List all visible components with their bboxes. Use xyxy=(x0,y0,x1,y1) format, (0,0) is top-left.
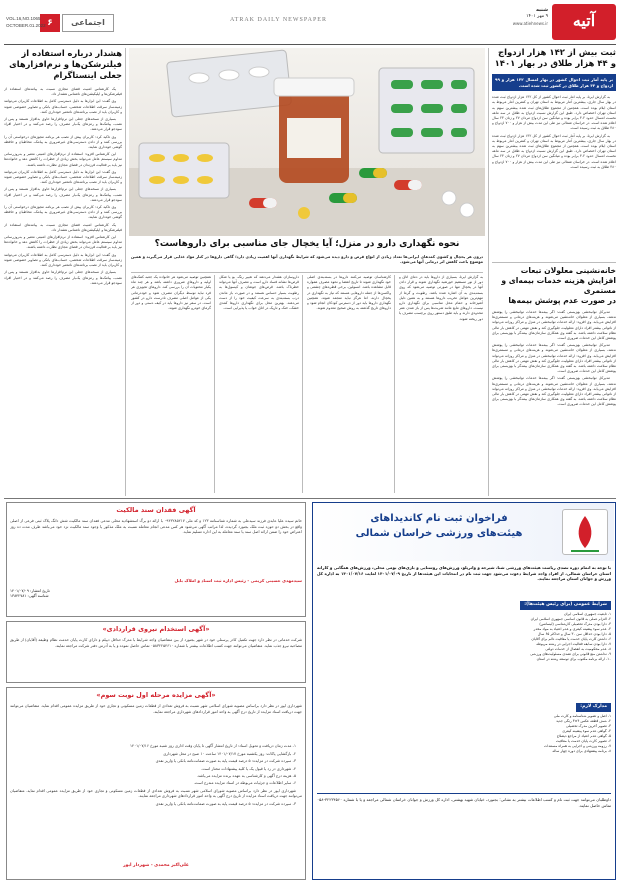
federation-section-a xyxy=(317,601,611,701)
newspaper-subtitle: ATRAK DAILY NEWSPAPER xyxy=(230,17,327,23)
ad-employment-title: «آگهی استخدام نیروی قراردادی» xyxy=(102,625,210,633)
center-col-2: کارشناسان توصیه می‌کنند داروها در بسته‌بندی اصلی خود نگهداری شوند تا تاریخ انقضا و نحوه مصرف همواره قابل مشاهده باشد. انسولین، برخی قطره‌های چشمی و واکسن‌ها از جمله داروهایی هستند که نیاز به نگهداری در یخچال دارند، اما هرگز نباید منجمد شوند. همچنین نگهداری داروها باید دور از دسترس کودکان انجام شود و داروهای تاریخ گذشته به روش صحیح معدوم شوند. xyxy=(307,275,391,311)
blister-pack-left xyxy=(139,143,229,198)
federation-section-a-title: شرایط عمومی (برای رئیس هیئت‌ها): xyxy=(520,601,611,610)
masthead-divider xyxy=(4,44,616,45)
federation-list-item: ۱- اصل و تصویر شناسنامه و کارت ملی xyxy=(553,713,611,718)
federation-header xyxy=(313,503,614,561)
federation-list-item: ۷- دارا بودن سابقه فعالیت اجرایی در رشته مربوطه xyxy=(536,641,611,646)
english-date: OCTOBER.01.2022 xyxy=(6,23,46,28)
federation-list-item: ۱- تابعیت جمهوری اسلامی ایران xyxy=(563,611,611,616)
ad-lost-deed-sign: سیدمهدی حسینی کریمی - رئیس اداره ثبت اسناد و املاک بابل xyxy=(174,578,302,584)
right-article-1 xyxy=(492,48,616,258)
masthead-site[interactable]: www.atiehnews.ir xyxy=(512,21,548,26)
section-label: اجتماعی xyxy=(71,18,105,27)
center-col-divider xyxy=(214,275,215,493)
left-column-divider xyxy=(125,48,126,496)
left-article xyxy=(4,48,122,493)
emblem-svg xyxy=(563,510,607,554)
right-article-1-lead: بر پایه آمار ثبت احوال کشور در بهار امسال ۱۴۲ هزار و ۹۹ ازدواج و ۴۴ هزار طلاق در کشور ثبت شده است. xyxy=(492,74,616,91)
federation-list-item: ۵- دارا بودن حداقل سن ۳۰ سال و حداکثر ۶۵ سال xyxy=(537,631,611,636)
right-article-2-title: خانه‌نشینی معلولان تبعات افزایش هزینه خدمات بیمه‌ای و مستمری در صورت عدم پوشش بیمه‌ها xyxy=(501,266,616,305)
center-col-1: به گزارش ایرنا، بسیاری از داروها باید در دمای اتاق و دور از نور مستقیم خورشید نگهداری شوند و قرار دادن آنها در یخچال تنها در صورتی توصیه می‌شود که روی بسته‌بندی به آن اشاره شده باشد. رطوبت و گرما از مهم‌ترین عوامل تخریب داروها هستند و به همین دلیل آشپزخانه و حمام محل مناسبی برای نگهداری دارو نیست. داروهای مایع مانند شربت‌ها پس از باز شدن عمر محدودی دارند و باید طبق دستور روی برچسب مصرف یا دور ریخته شوند. xyxy=(399,275,483,321)
center-col-divider xyxy=(394,275,395,493)
center-col-3: داروسازان هشدار می‌دهند که تغییر رنگ، بو یا شکل قرص‌ها نشانه فساد دارو است و مصرف آنها می‌تواند خطرناک باشد. قرص‌های جوشان و کپسول‌ها به رطوبت بسیار حساس هستند و در صورت باز ماندن درب بسته‌بندی به سرعت کیفیت خود را از دست می‌دهند. بهترین محل برای نگهداری داروها کمدی خشک، خنک و تاریک در اتاق خواب یا پذیرایی است. xyxy=(219,275,299,311)
masthead-date: ۹ مهر ۱۴۰۱ xyxy=(526,14,548,19)
blister-pack-right xyxy=(379,68,474,153)
federation-intro: با توجه به اتمام دوره تصدی ریاست هیئت‌های ورزشی شنا، شیرجه و واترپلو، ورزش‌های روستایی و بازی‌های بومی محلی، ورزش‌های همگانی و کاراته استان خراسان شمالی، از افراد واجد شرایط دعوت می‌شود جهت ثبت نام در انتخابات این هیئت‌ها از تاریخ ۱۴۰۱/۰۷/۰۹ لغایت ۱۴۰۱/۰۷/۱۶ به اداره کل ورزش و جوانان استان مراجعه نمایند. xyxy=(317,565,611,582)
masthead xyxy=(0,0,620,46)
pills-illustration xyxy=(129,48,485,236)
page-number: ۶ xyxy=(47,18,53,28)
ad-sports-federation xyxy=(312,502,616,880)
right-column-divider xyxy=(488,48,489,496)
ad-auction-intro: شهرداری ایور در نظر دارد براساس مصوبه شورای اسلامی شهر نسبت به فروش تعدادی از قطعات زمین مسکونی و تجاری خود از طریق مزایده عمومی اقدام نماید. متقاضیان می‌توانند جهت دریافت اسناد مزایده از تاریخ درج آگهی به واحد امور قراردادهای شهرداری مراجعه نمایند. xyxy=(10,703,302,714)
center-col-divider xyxy=(302,275,303,493)
federation-footer: داوطلبان می‌توانند جهت ثبت نام و کسب اطلاعات بیشتر به نشانی: بجنورد، خیابان شهید بهشتی، اداره کل ورزش و جوانان خراسان شمالی مراجعه و یا با شماره ۳۲۲۳۴۵۶۰-۰۵۸ تماس حاصل نمایند. xyxy=(317,793,611,873)
ad-auction-title: «آگهی مزایده مرحله اول نوبت سوم» xyxy=(96,691,216,699)
ads-top-divider xyxy=(4,498,616,499)
ad-auction-items: ۱- مدت زمان دریافت و تحویل اسناد: از تاریخ انتشار آگهی تا پایان وقت اداری روز شنبه مورخ ۱۴۰۱/۰۷/۱۶ ۲- بازگشایی پاکات: روز یکشنبه مورخ ۱۴۰۱/۰۷/۱۷ ساعت ۱۰ صبح در محل شهرداری ۳- سپرده شرکت در مزایده: ۵ درصد قیمت پایه به صورت ضمانت‌نامه بانکی یا واریز نقدی ۴- شهرداری در رد یا قبول یک یا کلیه پیشنهادات مختار است. ۵- هزینه درج آگهی و کارشناسی به عهده برنده مزایده می‌باشد. ۶- سایر اطلاعات و جزئیات مربوطه در اسناد مزایده مندرج است. شهرداری ایور در نظر دارد براساس مصوبه شورای اسلامی شهر نسبت به فروش تعدادی از قطعات زمین مسکونی و تجاری خود از طریق مزایده عمومی اقدام نماید. متقاضیان می‌توانند جهت دریافت اسناد مزایده از تاریخ درج آگهی به واحد امور قراردادهای شهرداری مراجعه نمایند. ۳- سپرده شرکت در مزایده: ۵ درصد قیمت پایه به صورت ضمانت‌نامه بانکی یا واریز نقدی xyxy=(10,743,302,806)
ad-lost-deed xyxy=(6,502,306,617)
federation-list-item: ۳- دارا بودن مدرک تحصیلی کارشناسی (لیسانس) xyxy=(539,621,611,626)
vol-number: VOL.16,NO.1065 xyxy=(6,16,41,21)
right-article-1-body: به گزارش ایرنا، بر پایه آمار ثبت احوال کشور از کل ۱۴۲ هزار ازدواج ثبت شده در بهار سال جاری، بیشترین آمار مربوط به استان تهران و کمترین آمار مربوط به استان ایلام بوده است. همچنین از مجموع طلاق‌های ثبت شده بیشترین سهم به استان تهران اختصاص دارد. طبق این گزارش نسبت ازدواج به طلاق در سه ماهه نخست امسال حدود ۳.۲ برابر بوده و میانگین سن ازدواج مردان ۲۷ و زنان ۲۳ سال اعلام شده است. در خراسان شمالی نیز طی این مدت بیش از هزار و ۷۰۰ ازدواج و ۴۸۰ طلاق به ثبت رسیده است. به گزارش ایرنا، بر پایه آمار ثبت احوال کشور از کل ۱۴۲ هزار ازدواج ثبت شده در بهار سال جاری، بیشترین آمار مربوط به استان تهران و کمترین آمار مربوط به استان ایلام بوده است. همچنین از مجموع طلاق‌های ثبت شده بیشترین سهم به استان تهران اختصاص دارد. طبق این گزارش نسبت ازدواج به طلاق در سه ماهه نخست امسال حدود ۳.۲ برابر بوده و میانگین سن ازدواج مردان ۲۷ و زنان ۲۳ سال اعلام شده است. در خراسان شمالی نیز طی این مدت بیش از هزار و ۷۰۰ ازدواج و ۴۸۰ طلاق به ثبت رسیده است. xyxy=(492,95,616,169)
ad-lost-deed-title: آگهی فقدان سند مالکیت xyxy=(116,506,196,514)
right-article-divider xyxy=(492,262,616,263)
federation-list-item: ۷- رزومه ورزشی و اجرایی به همراه مستندات xyxy=(544,743,611,748)
federation-list-item: ۳- تصویر آخرین مدرک تحصیلی xyxy=(566,723,611,728)
federation-list-item: ۴- عدم سوء پیشینه کیفری و عدم اعتیاد به مواد مخدر xyxy=(533,626,611,631)
federation-list-item: ۲- شش قطعه عکس ۴×۳ رنگی جدید xyxy=(556,718,611,723)
federation-list-item: ۴- گواهی عدم سوء پیشینه کیفری xyxy=(562,728,611,733)
ad-auction xyxy=(6,687,306,880)
center-lead-divider xyxy=(131,272,483,273)
right-article-2-body: مدیرکل توانبخشی بهزیستی گفت: اگر بیمه‌ها خدمات توانبخشی را پوشش ندهند، بسیاری از معلولان خانه‌نشین می‌شوند و هزینه‌های درمانی و مستمری‌ها افزایش می‌یابد. وی افزود: ارائه خدمات توانبخشی در منزل و مراکز روزانه می‌تواند از ناتوانی بیشتر افراد دارای معلولیت جلوگیری کند و نقش مهمی در کاهش بار مالی نظام سلامت داشته باشد. به گفته وی همکاری سازمان‌های بیمه‌گر با بهزیستی برای پوشش کامل این خدمات ضروری است. مدیرکل توانبخشی بهزیستی گفت: اگر بیمه‌ها خدمات توانبخشی را پوشش ندهند، بسیاری از معلولان خانه‌نشین می‌شوند و هزینه‌های درمانی و مستمری‌ها افزایش می‌یابد. وی افزود: ارائه خدمات توانبخشی در منزل و مراکز روزانه می‌تواند از ناتوانی بیشتر افراد دارای معلولیت جلوگیری کند و نقش مهمی در کاهش بار مالی نظام سلامت داشته باشد. به گفته وی همکاری سازمان‌های بیمه‌گر با بهزیستی برای پوشش کامل این خدمات ضروری است. مدیرکل توانبخشی بهزیستی گفت: اگر بیمه‌ها خدمات توانبخشی را پوشش ندهند، بسیاری از معلولان خانه‌نشین می‌شوند و هزینه‌های درمانی و مستمری‌ها افزایش می‌یابد. وی افزود: ارائه خدمات توانبخشی در منزل و مراکز روزانه می‌تواند از ناتوانی بیشتر افراد دارای معلولیت جلوگیری کند و نقش مهمی در کاهش بار مالی نظام سلامت داشته باشد. به گفته وی همکاری سازمان‌های بیمه‌گر با بهزیستی برای پوشش کامل این خدمات ضروری است. xyxy=(492,310,616,407)
federation-list-b xyxy=(317,712,611,754)
federation-section-b xyxy=(317,703,611,787)
center-article-title: نحوه نگهداری دارو در منزل؛ آیا یخچال جای مناسبی برای داروهاست؟ xyxy=(154,239,460,249)
logo-text: آتیه xyxy=(572,11,596,30)
left-article-title: هشدار درباره استفاده از فیلترشکن‌ها و نرم‌افزارهای جعلی اینستاگرام xyxy=(9,48,122,80)
federation-section-b-title: مدارک لازم: xyxy=(576,703,611,712)
federation-list-item: ۹- نداشتن منع قانونی برای تصدی مسئولیت‌های ورزشی xyxy=(530,651,611,656)
ad-lost-deed-code: شناسه آگهی: ۱۳۸۴۲۷۸۱ xyxy=(10,593,49,599)
logo xyxy=(552,4,616,40)
federation-list-item: ۱۰- ارائه برنامه مکتوب برای توسعه رشته در استان xyxy=(536,656,611,661)
center-col-4: همچنین توصیه می‌شود هر خانواده یک جعبه کمک‌های اولیه و داروهای ضروری داشته باشد و هر چند ماه یکبار محتویات آن را بررسی کند. داروهای تجویزی هر فرد نباید توسط دیگران مصرف شود و خوددرمانی یکی از عوامل اصلی مصرف نادرست دارو در کشور است. در سفر نیز داروها باید در کیف دستی و دور از گرمای خودرو نگهداری شوند. xyxy=(131,275,211,311)
section-label-box xyxy=(62,14,114,32)
right-article-1-title: ثبت بیش از ۱۴۲ هزار ازدواج و ۴۴ هزار طلاق در بهار ۱۴۰۱ xyxy=(494,48,616,69)
ad-lost-deed-date: تاریخ انتشار: ۱۴۰۱/۰۷/۰۹ xyxy=(10,587,50,593)
ad-lost-deed-body: خانم سیده علیا عابدی فرزند سیدعلی به شماره شناسنامه ۱۲۳ و کد ملی ۰۹۴۳۲۸۵۲۱۷ با ارائه دو برگ استشهادیه محلی مدعی فقدان سند مالکیت شش دانگ پلاک ثبتی فرعی از اصلی واقع در بخش دو حوزه ثبت ملک بجنورد گردیده، لذا مراتب آگهی می‌شود هر کس مدعی انجام معامله نسبت به ملک مذکور یا وجود سند مالکیت نزد خود می‌باشد ظرف مدت ده روز اعتراض خود را ضمن ارائه اصل سند یا سند معامله به این اداره تسلیم نماید. xyxy=(10,518,302,535)
federation-list-item: ۸- عدم محکومیت به انفصال از خدمات دولتی xyxy=(545,646,611,651)
center-article-columns xyxy=(131,275,483,495)
federation-list-item: ۶- تصویر کارت پایان خدمت یا معافیت xyxy=(555,738,611,743)
blister-pack-top xyxy=(167,50,292,117)
ad-employment-body: شرکت خدماتی در نظر دارد جهت تکمیل کادر پرسنلی خود در شهر بجنورد از بین متقاضیان واجد شرایط با مدرک حداقل دیپلم و دارای کارت پایان خدمت نظام وظیفه (آقایان) از طریق مصاحبه نیرو جذب نماید. متقاضیان می‌توانند جهت کسب اطلاعات بیشتر با شماره ۰۵۸۳۲۲۵۴۶۱۰ تماس حاصل نموده و یا به آدرس دفتر شرکت مراجعه نمایند. xyxy=(10,637,302,648)
federation-list-item: ۸- برنامه پیشنهادی برای دوره چهار ساله xyxy=(552,748,611,753)
right-article-2 xyxy=(492,266,616,496)
ad-auction-sign: علی‌اکبر محمدی - شهردار ایور xyxy=(123,863,189,869)
left-article-body: یک کارشناس امنیت فضای مجازی نسبت به پیامدهای استفاده از فیلترشکن‌ها و اپلیکیشن‌های ناشناس هشدار داد. وی گفت: این ابزارها به دلیل دسترسی کامل به اطلاعات کاربران می‌توانند زمینه‌ساز سرقت اطلاعات شخصی، حساب‌های بانکی و تصاویر خصوصی شوند و کاربران باید از نصب برنامه‌های نامعتبر خودداری کنند. بسیاری از نسخه‌های جعلی این نرم‌افزارها حاوی بدافزار هستند و پس از نصب، پیامک‌ها و رمزهای یک‌بار مصرف را رصد می‌کنند و در اختیار افراد سودجو قرار می‌دهند. وی تاکید کرد: کاربران پیش از نصب هر برنامه مجوزهای درخواستی آن را بررسی کنند و از دادن دسترسی‌های غیرضروری به پیامک، مخاطبان و حافظه گوشی خودداری نمایند. این کارشناس افزود: استفاده از نرم‌افزارهای امنیتی معتبر و به‌روزرسانی مداوم سیستم عامل می‌تواند بخش زیادی از خطرات را کاهش دهد و خانواده‌ها نیز باید بر فعالیت فرزندان در فضای مجازی نظارت داشته باشند. وی گفت: این ابزارها به دلیل دسترسی کامل به اطلاعات کاربران می‌توانند زمینه‌ساز سرقت اطلاعات شخصی، حساب‌های بانکی و تصاویر خصوصی شوند و کاربران باید از نصب برنامه‌های نامعتبر خودداری کنند. بسیاری از نسخه‌های جعلی این نرم‌افزارها حاوی بدافزار هستند و پس از نصب، پیامک‌ها و رمزهای یک‌بار مصرف را رصد می‌کنند و در اختیار افراد سودجو قرار می‌دهند. وی تاکید کرد: کاربران پیش از نصب هر برنامه مجوزهای درخواستی آن را بررسی کنند و از دادن دسترسی‌های غیرضروری به پیامک، مخاطبان و حافظه گوشی خودداری نمایند. یک کارشناس امنیت فضای مجازی نسبت به پیامدهای استفاده از فیلترشکن‌ها و اپلیکیشن‌های ناشناس هشدار داد. این کارشناس افزود: استفاده از نرم‌افزارهای امنیتی معتبر و به‌روزرسانی مداوم سیستم عامل می‌تواند بخش زیادی از خطرات را کاهش دهد و خانواده‌ها نیز باید بر فعالیت فرزندان در فضای مجازی نظارت داشته باشند. وی گفت: این ابزارها به دلیل دسترسی کامل به اطلاعات کاربران می‌توانند زمینه‌ساز سرقت اطلاعات شخصی، حساب‌های بانکی و تصاویر خصوصی شوند و کاربران باید از نصب برنامه‌های نامعتبر خودداری کنند. بسیاری از نسخه‌های جعلی این نرم‌افزارها حاوی بدافزار هستند و پس از نصب، پیامک‌ها و رمزهای یک‌بار مصرف را رصد می‌کنند و در اختیار افراد سودجو قرار می‌دهند. xyxy=(4,87,122,285)
federation-title: فراخوان ثبت نام کاندیداهای هیئت‌های ورزشی خراسان شمالی xyxy=(355,513,523,539)
federation-list-a xyxy=(317,610,611,662)
federation-list-item: ۲- التزام عملی به قانون اساسی جمهوری اسلامی ایران xyxy=(530,616,611,621)
federation-list-item: ۶- داشتن کارت پایان خدمت یا معافیت دائم برای آقایان xyxy=(531,636,611,641)
masthead-day: شنبه xyxy=(535,7,548,13)
ad-employment xyxy=(6,621,306,683)
pill-bottle xyxy=(274,78,354,183)
pills-photo xyxy=(129,48,485,236)
federation-list-item: ۵- گواهی عدم اعتیاد از مراجع ذیصلاح xyxy=(556,733,611,738)
center-article-lead: درون هر یخچال و کشوی کمدهای ایرانی‌ها تعداد زیادی از انواع قرص و دارو دیده می‌شود که شرایط نگهداری آنها اهمیت زیادی دارد؛ گاهی داروها در کنار مواد غذایی قرار می‌گیرند و همین موضوع باعث کاهش اثر درمانی آنها می‌شود. xyxy=(131,254,483,265)
iran-emblem-icon xyxy=(562,509,608,555)
